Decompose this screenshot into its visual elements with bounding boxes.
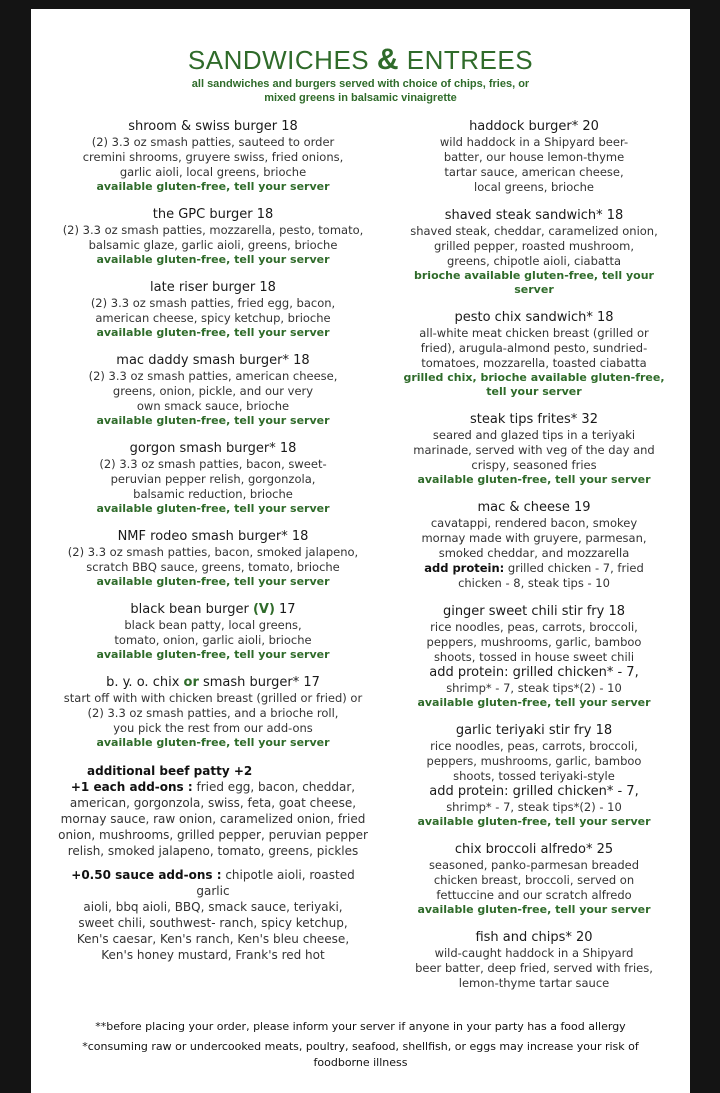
menu-item — [399, 500, 669, 591]
item-description: (2) 3.3 oz smash patties, mozzarella, pesto, tomato, — [62, 223, 364, 237]
add-ons-text: fried egg, bacon, cheddar, — [192, 780, 356, 794]
subtitle-line-2: mixed greens in balsamic vinaigrette — [264, 92, 457, 104]
gluten-free-note: available gluten-free, tell your server — [96, 180, 330, 193]
sauce-add-ons-line: sweet chili, southwest- ranch, spicy ketchup, — [78, 916, 348, 930]
menu-item — [399, 930, 669, 991]
item-description: peppers, mushrooms, garlic, bamboo — [426, 754, 642, 768]
menu-item — [399, 208, 669, 297]
gluten-free-note: available gluten-free, tell your server — [96, 502, 330, 515]
item-name — [53, 602, 373, 618]
item-description: (2) 3.3 oz smash patties, bacon, smoked jalapeno, — [67, 545, 359, 559]
add-protein-line: shrimp* - 7, steak tips*(2) - 10 — [446, 681, 622, 695]
item-name: mac daddy smash burger* 18 — [116, 353, 310, 368]
item-description: local greens, brioche — [474, 180, 594, 194]
item-description: grilled pepper, roasted mushroom, — [434, 239, 634, 253]
item-description: lemon-thyme tartar sauce — [458, 976, 610, 990]
item-description: shoots, tossed in house sweet chili — [433, 650, 635, 664]
item-description: (2) 3.3 oz smash patties, and a brioche roll, — [87, 706, 339, 720]
item-name: garlic teriyaki stir fry 18 — [455, 723, 613, 738]
sauce-add-ons-line: Ken's honey mustard, Frank's red hot — [101, 948, 325, 962]
add-ons-line: relish, smoked jalapeno, tomato, greens, pickles — [67, 844, 359, 858]
menu-page — [31, 9, 690, 1093]
additional-patty-label: additional beef patty +2 — [87, 764, 253, 778]
left-column — [53, 119, 373, 963]
add-ons-label: +1 each add-ons : — [70, 780, 193, 794]
consumption-warning — [31, 1039, 690, 1071]
item-name: late riser burger 18 — [150, 280, 276, 295]
item-description: fried), arugula-almond pesto, sundried- — [420, 341, 648, 355]
item-description: crispy, seasoned fries — [471, 458, 597, 472]
item-name: chix broccoli alfredo* 25 — [454, 842, 614, 857]
gluten-free-note: available gluten-free, tell your server — [96, 414, 330, 427]
item-description: chicken breast, broccoli, served on — [433, 873, 635, 887]
item-description: beer batter, deep fried, served with fries, — [415, 961, 653, 975]
item-description: cavatappi, rendered bacon, smokey — [430, 516, 638, 530]
add-ons-block — [53, 763, 373, 963]
sauce-add-ons-line: Ken's caesar, Ken's ranch, Ken's bleu cheese, — [76, 932, 350, 946]
item-description: (2) 3.3 oz smash patties, bacon, sweet- — [99, 457, 327, 471]
add-protein-line: add protein: grilled chicken* - 7, — [429, 665, 639, 680]
menu-item — [399, 842, 669, 917]
item-description: (2) 3.3 oz smash patties, sauteed to order — [91, 135, 335, 149]
item-name — [53, 675, 373, 691]
allergy-note: **before placing your order, please inform your server if anyone in your party has a food allergy — [95, 1020, 626, 1033]
title-ampersand: & — [376, 43, 400, 76]
item-description: mornay made with gruyere, parmesan, — [421, 531, 647, 545]
gluten-free-note: available gluten-free, tell your server — [417, 473, 651, 486]
add-protein-line: add protein: grilled chicken* - 7, — [429, 784, 639, 799]
menu-item — [53, 207, 373, 267]
gluten-free-note: available gluten-free, tell your server — [417, 903, 651, 916]
additional-patty — [53, 763, 373, 779]
title-part1: SANDWICHES — [187, 45, 370, 75]
item-description: peruvian pepper relish, gorgonzola, — [110, 472, 316, 486]
right-column — [399, 119, 669, 1004]
item-description: rice noodles, peas, carrots, broccoli, — [430, 739, 638, 753]
item-name-marker: or — [183, 675, 199, 690]
gluten-free-note: brioche available gluten-free, tell your server — [414, 269, 654, 296]
add-protein-line: shrimp* - 7, steak tips*(2) - 10 — [446, 800, 622, 814]
item-description: tomato, onion, garlic aioli, brioche — [114, 633, 312, 647]
menu-item — [53, 119, 373, 194]
add-protein-label: add protein: — [424, 561, 505, 575]
page-subtitle — [31, 77, 690, 105]
gluten-free-note: available gluten-free, tell your server — [96, 736, 330, 749]
item-description: own smack sauce, brioche — [136, 399, 290, 413]
menu-item — [399, 412, 669, 487]
gluten-free-note: grilled chix, brioche available gluten-free, — [403, 371, 665, 384]
gluten-free-note: available gluten-free, tell your server — [417, 815, 651, 828]
footer-notes — [31, 1019, 690, 1075]
add-ons-line: mornay sauce, raw onion, caramelized onion, fried — [60, 812, 366, 826]
item-description: seasoned, panko-parmesan breaded — [428, 858, 640, 872]
add-ons-line: onion, mushrooms, grilled pepper, peruvian pepper — [58, 828, 368, 842]
page-title — [31, 43, 690, 77]
sauce-add-ons-line: aioli, bbq aioli, BBQ, smack sauce, teriyaki, — [83, 900, 343, 914]
item-description: american cheese, spicy ketchup, brioche — [95, 311, 331, 325]
subtitle-line-1: all sandwiches and burgers served with choice of chips, fries, or — [191, 78, 530, 90]
item-description: marinade, served with veg of the day and — [413, 443, 655, 457]
item-description: all-white meat chicken breast (grilled or — [419, 326, 649, 340]
item-description: rice noodles, peas, carrots, broccoli, — [430, 620, 638, 634]
item-description: wild haddock in a Shipyard beer- — [439, 135, 629, 149]
title-part2: ENTREES — [406, 45, 534, 75]
item-name: haddock burger* 20 — [469, 119, 599, 134]
gluten-free-note: available gluten-free, tell your server — [417, 696, 651, 709]
sauce-add-ons-label: +0.50 sauce add-ons : — [71, 868, 222, 882]
item-name-marker: (V) — [252, 602, 275, 617]
item-description: cremini shrooms, gruyere swiss, fried onions, — [82, 150, 344, 164]
menu-item — [399, 310, 669, 399]
item-description: shaved steak, cheddar, caramelized onion, — [410, 224, 658, 238]
menu-item — [53, 602, 373, 662]
item-description: wild-caught haddock in a Shipyard — [434, 946, 634, 960]
item-name: NMF rodeo smash burger* 18 — [117, 529, 309, 544]
menu-item — [53, 675, 373, 750]
consumption-line-1: *consuming raw or undercooked meats, poultry, seafood, shellfish, or eggs may increase your risk of — [82, 1040, 639, 1053]
add-ons-line — [53, 779, 373, 795]
item-description: start off with with chicken breast (grilled or fried) or — [63, 691, 363, 705]
item-description: you pick the rest from our add-ons — [113, 721, 313, 735]
item-name: mac & cheese 19 — [477, 500, 591, 515]
item-description: black bean patty, local greens, — [124, 618, 302, 632]
add-ons-line: american, gorgonzola, swiss, feta, goat cheese, — [69, 796, 357, 810]
item-description: batter, our house lemon-thyme — [443, 150, 625, 164]
menu-item — [53, 441, 373, 516]
item-name: the GPC burger 18 — [152, 207, 274, 222]
item-description: seared and glazed tips in a teriyaki — [432, 428, 636, 442]
gluten-free-note: available gluten-free, tell your server — [96, 253, 330, 266]
sauce-add-ons-text: chipotle aioli, roasted garlic — [196, 868, 355, 898]
item-description: garlic aioli, local greens, brioche — [119, 165, 307, 179]
menu-item — [399, 723, 669, 829]
item-name-price: smash burger* 17 — [198, 675, 320, 690]
item-name-price: 17 — [274, 602, 296, 617]
item-description: (2) 3.3 oz smash patties, american cheese, — [88, 369, 338, 383]
menu-item — [53, 529, 373, 589]
item-description: greens, onion, pickle, and our very — [112, 384, 314, 398]
menu-item — [399, 604, 669, 710]
add-protein-line — [399, 561, 669, 576]
gluten-free-note: available gluten-free, tell your server — [96, 648, 330, 661]
item-name-text: b. y. o. chix — [106, 675, 184, 690]
gluten-free-note: available gluten-free, tell your server — [96, 575, 330, 588]
item-description: scratch BBQ sauce, greens, tomato, brioche — [86, 560, 340, 574]
item-name: pesto chix sandwich* 18 — [454, 310, 614, 325]
add-protein-line: chicken - 8, steak tips - 10 — [458, 576, 610, 590]
item-description: tartar sauce, american cheese, — [444, 165, 624, 179]
item-name-text: black bean burger — [130, 602, 253, 617]
item-name: steak tips frites* 32 — [470, 412, 598, 427]
sauce-add-ons-line — [53, 867, 373, 899]
item-description: (2) 3.3 oz smash patties, fried egg, bacon, — [90, 296, 336, 310]
item-description: smoked cheddar, and mozzarella — [438, 546, 630, 560]
menu-item — [399, 119, 669, 195]
gluten-free-note: available gluten-free, tell your server — [96, 326, 330, 339]
item-name: shaved steak sandwich* 18 — [444, 208, 624, 223]
add-protein-text: grilled chicken - 7, fried — [504, 561, 644, 575]
gluten-free-note: tell your server — [486, 385, 582, 398]
item-name: ginger sweet chili stir fry 18 — [442, 604, 626, 619]
item-description: peppers, mushrooms, garlic, bamboo — [426, 635, 642, 649]
item-description: greens, chipotle aioli, ciabatta — [446, 254, 622, 268]
item-name: fish and chips* 20 — [475, 930, 593, 945]
item-description: fettuccine and our scratch alfredo — [436, 888, 632, 902]
item-description: balsamic reduction, brioche — [133, 487, 293, 501]
item-name: shroom & swiss burger 18 — [128, 119, 298, 134]
item-description: balsamic glaze, garlic aioli, greens, brioche — [88, 238, 338, 252]
consumption-line-2: foodborne illness — [313, 1056, 408, 1069]
item-description: tomatoes, mozzarella, toasted ciabatta — [421, 356, 647, 370]
menu-item — [53, 280, 373, 340]
menu-item — [53, 353, 373, 428]
item-description: shoots, tossed teriyaki-style — [453, 769, 615, 783]
item-name: gorgon smash burger* 18 — [129, 441, 297, 456]
